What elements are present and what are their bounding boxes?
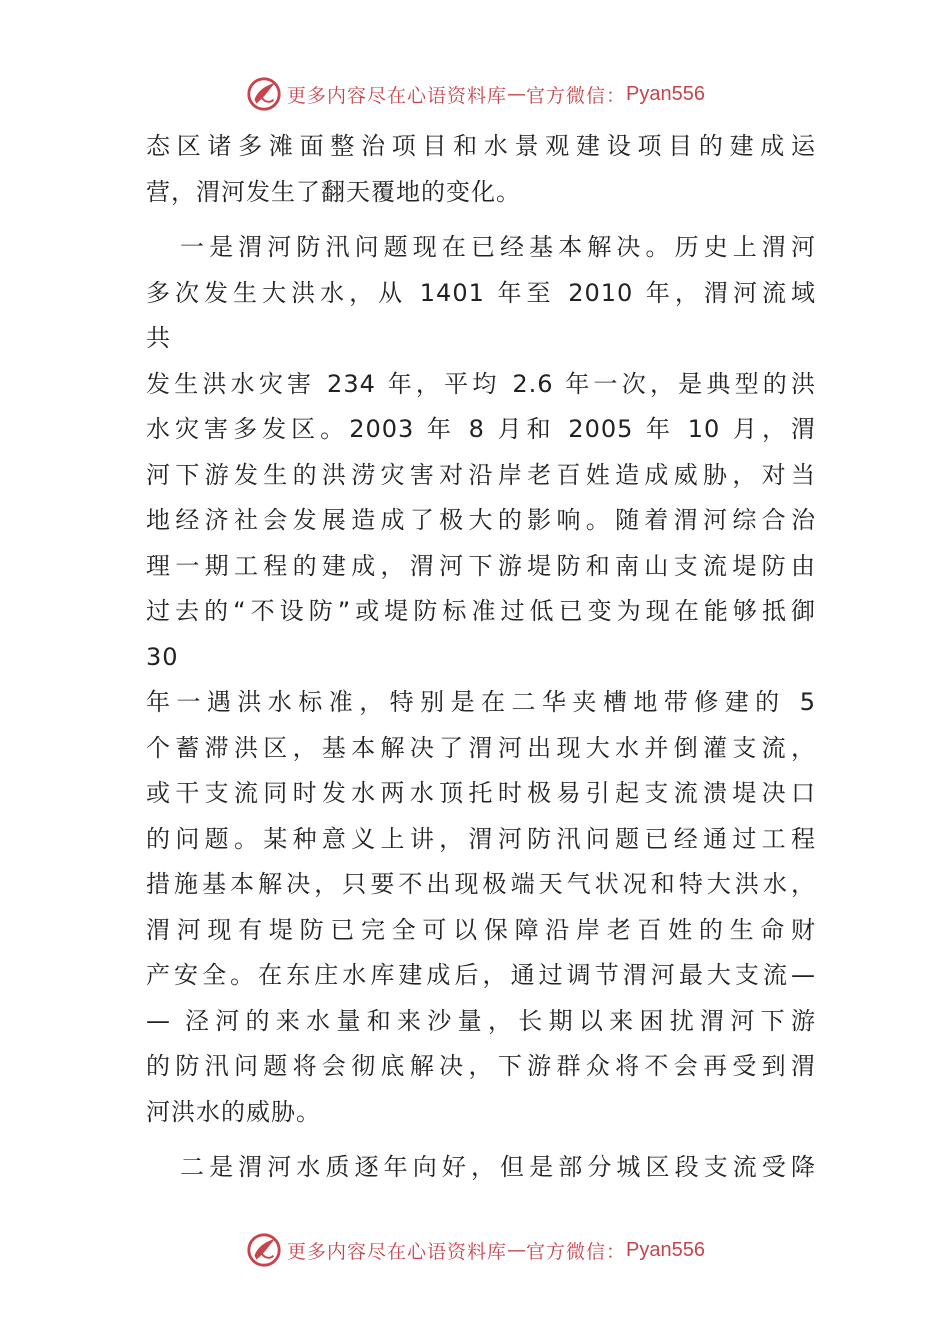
- text-line: 渭河现有堤防已完全可以保障沿岸老百姓的生命财: [146, 915, 816, 944]
- text-line: 措施基本解决，只要不出现极端天气状况和特大洪水，: [146, 870, 816, 898]
- text-line: 一是渭河防汛问题现在已经基本解决。历史上渭河: [180, 233, 816, 261]
- text-line: 或干支流同时发水两水顶托时极易引起支流溃堤决口: [146, 779, 816, 807]
- text-line: 河洪水的威胁。: [146, 1097, 321, 1126]
- watermark-dash: —: [507, 83, 527, 105]
- text-line: 多次发生大洪水，从 1401 年至 2010 年，渭河流域: [146, 278, 816, 307]
- text-line: 二是渭河水质逐年向好，但是部分城区段支流受降: [180, 1153, 816, 1181]
- text-line: 年一遇洪水标准，特别是在二华夹槽地带修建的 5: [146, 688, 816, 716]
- watermark-id: Pyan556: [626, 1238, 705, 1261]
- text-line: 过去的“不设防”或堤防标准过低已变为现在能够抵御: [146, 597, 816, 625]
- logo-icon: [245, 1231, 283, 1269]
- watermark-label: 官方微信：: [526, 1240, 627, 1263]
- text-line: 地经济社会发展造成了极大的影响。随着渭河综合治: [146, 506, 816, 534]
- text-line: 河下游发生的洪涝灾害对沿岸老百姓造成威胁，对当: [146, 460, 816, 489]
- text-line: 营，渭河发生了翻天覆地的变化。: [146, 177, 521, 206]
- text-line: 水灾害多发区。2003 年 8 月和 2005 年 10 月，渭: [146, 415, 816, 443]
- text-line: 的问题。某种意义上讲，渭河防汛问题已经通过工程: [146, 824, 816, 853]
- watermark-text: 更多内容尽在心语资料库: [287, 1240, 508, 1263]
- text-line: — 泾河的来水量和来沙量，长期以来困扰渭河下游: [146, 1006, 816, 1035]
- logo-icon: [245, 75, 283, 113]
- footer-watermark: [0, 1228, 950, 1272]
- text-line: 理一期工程的建成，渭河下游堤防和南山支流堤防由: [146, 551, 816, 580]
- document-body: [146, 124, 816, 1191]
- header-watermark: [0, 72, 950, 116]
- watermark-id: Pyan556: [626, 82, 705, 105]
- text-line: 发生洪水灾害 234 年，平均 2.6 年一次，是典型的洪: [146, 369, 816, 398]
- watermark-text: 更多内容尽在心语资料库: [287, 84, 508, 107]
- watermark-dash: —: [507, 1239, 527, 1261]
- text-line: 共: [146, 324, 171, 352]
- text-line: 产安全。在东庄水库建成后，通过调节渭河最大支流—: [146, 961, 816, 989]
- watermark-label: 官方微信：: [526, 84, 627, 107]
- text-line: 态区诸多滩面整治项目和水景观建设项目的建成运: [146, 132, 816, 160]
- text-line: 的防汛问题将会彻底解决，下游群众将不会再受到渭: [146, 1052, 816, 1080]
- text-line: 30: [146, 642, 179, 671]
- text-line: 个蓄滞洪区，基本解决了渭河出现大水并倒灌支流，: [146, 733, 816, 762]
